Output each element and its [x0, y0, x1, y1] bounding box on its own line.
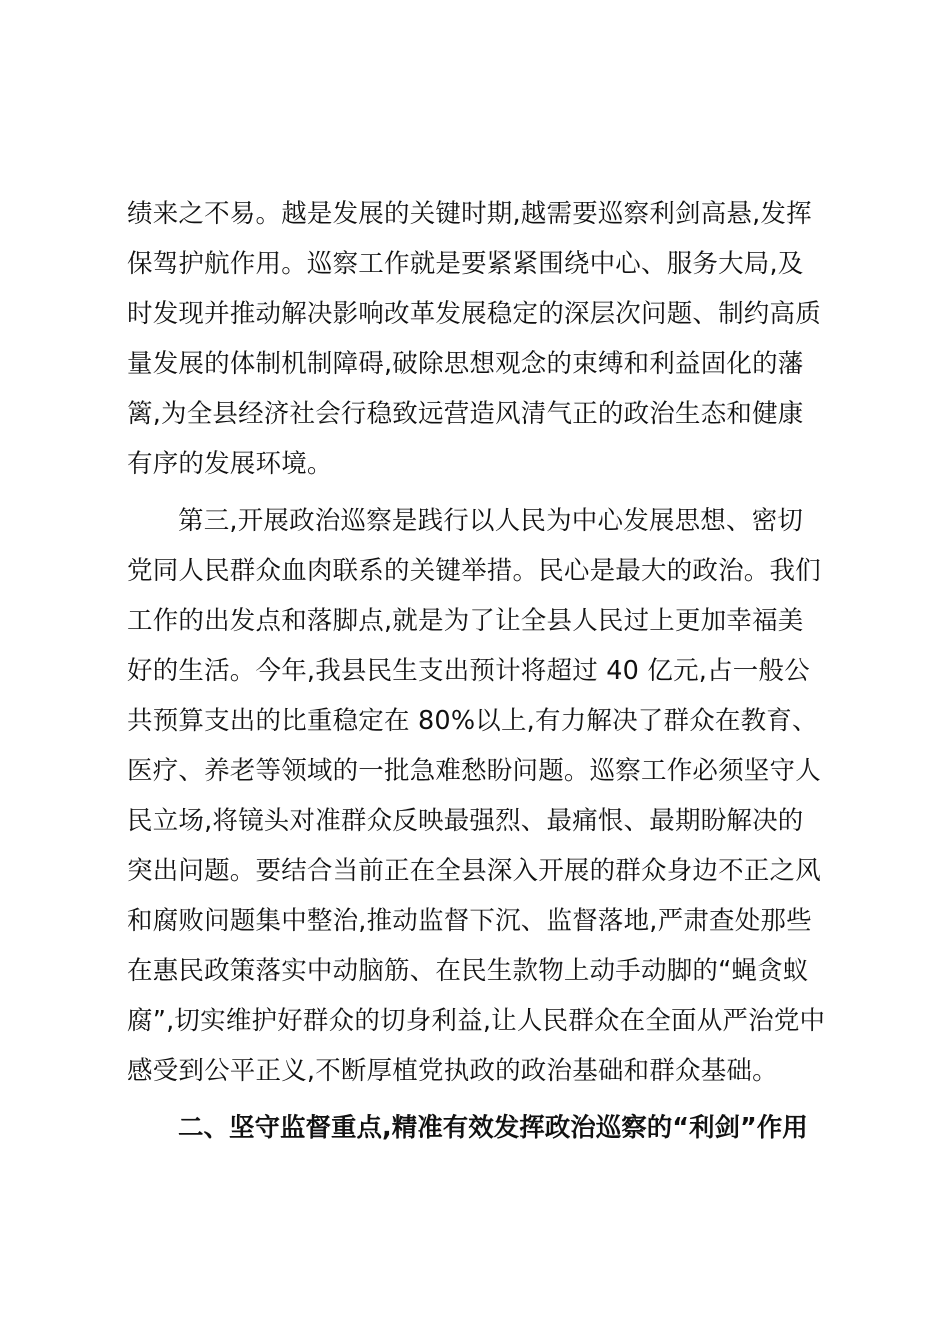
text-line: 党同人民群众血肉联系的关键举措。民心是最大的政治。我们: [127, 556, 821, 586]
text-line: 好的生活。今年,我县民生支出预计将超过 40 亿元,占一般公: [127, 656, 810, 686]
text-line: 共预算支出的比重稳定在 80%以上,有力解决了群众在教育、: [127, 706, 818, 736]
text-line: 感受到公平正义,不断厚植党执政的政治基础和群众基础。: [127, 1056, 778, 1086]
text-line: 突出问题。要结合当前正在全县深入开展的群众身边不正之风: [127, 856, 821, 886]
text-line: 有序的发展环境。: [127, 449, 333, 479]
text-line: 腐”,切实维护好群众的切身利益,让人民群众在全面从严治党中: [127, 1006, 826, 1036]
text-line: 量发展的体制机制障碍,破除思想观念的束缚和利益固化的藩: [127, 349, 804, 379]
text-line: 工作的出发点和落脚点,就是为了让全县人民过上更加幸福美: [127, 606, 804, 636]
text-line: 时发现并推动解决影响改革发展稳定的深层次问题、制约高质: [127, 299, 821, 329]
text-line: 医疗、养老等领域的一批急难愁盼问题。巡察工作必须坚守人: [127, 756, 821, 786]
text-line: 在惠民政策落实中动脑筋、在民生款物上动手动脚的“蝇贪蚁: [127, 956, 809, 986]
text-line: 保驾护航作用。巡察工作就是要紧紧围绕中心、服务大局,及: [127, 249, 804, 279]
text-line: 绩来之不易。越是发展的关键时期,越需要巡察利剑高悬,发挥: [127, 199, 812, 229]
section-heading: 二、坚守监督重点,精准有效发挥政治巡察的“利剑”作用: [178, 1113, 808, 1143]
text-line: 篱,为全县经济社会行稳致远营造风清气正的政治生态和健康: [127, 399, 804, 429]
text-line: 和腐败问题集中整治,推动监督下沉、监督落地,严肃查处那些: [127, 906, 812, 936]
text-line: 民立场,将镜头对准群众反映最强烈、最痛恨、最期盼解决的: [127, 806, 804, 836]
text-line: 第三,开展政治巡察是践行以人民为中心发展思想、密切: [178, 506, 804, 536]
